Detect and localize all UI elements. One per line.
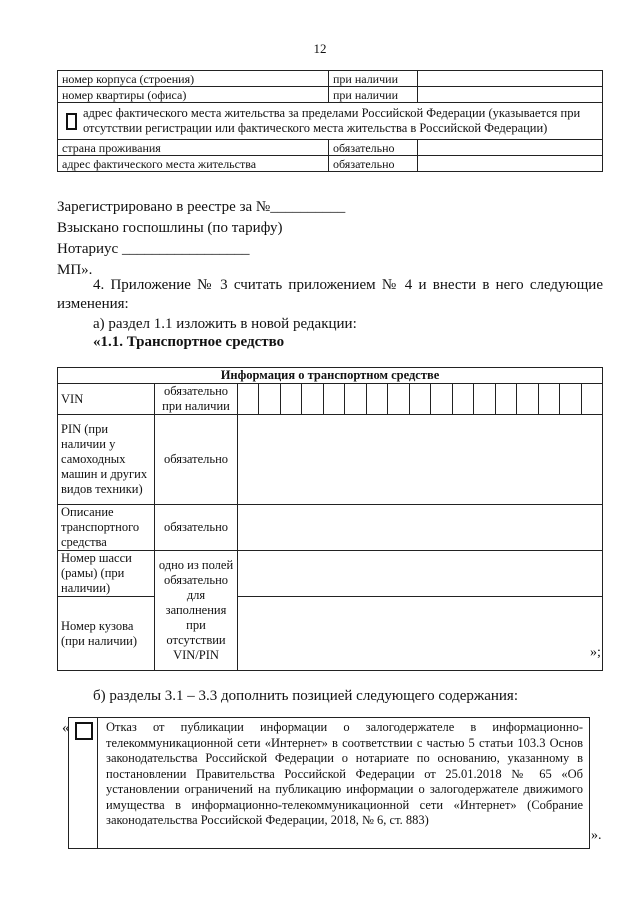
table-row [58, 597, 603, 671]
page-number: 12 [313, 41, 327, 56]
row-requirement: обязательно при наличии [155, 384, 238, 415]
row-value[interactable] [238, 597, 603, 671]
table-row [58, 87, 603, 103]
row-label: Описание транспортного средства [58, 505, 155, 551]
section-heading: «1.1. Транспортное средство [93, 334, 285, 350]
table-row [58, 71, 603, 87]
registry-lines [57, 197, 345, 281]
table-row [58, 140, 603, 156]
address-table [57, 70, 603, 172]
row-value[interactable] [418, 71, 603, 87]
notary-line: Нотариус _________________ [57, 241, 250, 257]
row-label: Номер кузова (при наличии) [58, 597, 155, 671]
stamp-line: МП». [57, 262, 93, 278]
row-requirement: при наличии [329, 71, 418, 87]
foreign-address-checkbox[interactable] [66, 113, 77, 130]
paragraph-4: 4. Приложение № 3 считать приложением № 4 и внести в него следующие изменения: [57, 277, 603, 312]
row-value[interactable] [238, 505, 603, 551]
row-value[interactable] [238, 415, 603, 505]
closing-quote: »; [590, 645, 601, 660]
row-label: номер корпуса (строения) [58, 71, 329, 87]
row-label: PIN (при наличии у самоходных машин и других видов техники) [58, 415, 155, 505]
open-quote: « [62, 720, 70, 736]
vehicle-info-table [57, 367, 603, 671]
row-label: VIN [58, 384, 155, 415]
row-label: адрес фактического места жительства [58, 156, 329, 172]
fee-line: Взыскано госпошлины (по тарифу) [57, 220, 283, 236]
row-value[interactable] [418, 140, 603, 156]
vin-input-cells[interactable] [238, 384, 603, 415]
paragraph-b: б) разделы 3.1 – 3.3 дополнить позицией следующего содержания: [93, 688, 518, 704]
refusal-checkbox[interactable] [75, 722, 93, 740]
row-requirement: обязательно [329, 140, 418, 156]
row-requirement: обязательно [155, 415, 238, 505]
row-requirement: обязательно [155, 505, 238, 551]
checkbox-row [58, 103, 603, 140]
row-requirement: обязательно [329, 156, 418, 172]
vehicle-table-header: Информация о транспортном средстве [58, 368, 603, 384]
closing-quote-2: ». [591, 828, 602, 843]
registry-number-line: Зарегистрировано в реестре за №__________ [57, 199, 346, 215]
table-row [58, 505, 603, 551]
row-requirement: при наличии [329, 87, 418, 103]
table-row [58, 384, 603, 415]
row-value[interactable] [418, 156, 603, 172]
refusal-text: Отказ от публикации информации о залогодержателе в информационно-телекоммуникационной сети «Интернет» в соответствии с частью 5 статьи 103.3 Основ законодательства Российской Федерации о нотариате по основанию, указанному в постановлении Правительства Российской Федерации от 25.01.2018 № 65 «Об установлении ограничений на публикацию информации о залогодержателе движимого имущества в информационно-телекоммуникационной сети «Интернет» (Собрание законодательства Российской Федерации, 2018, № 6, ст. 883) [106, 720, 583, 827]
table-row [58, 551, 603, 597]
row-value[interactable] [238, 551, 603, 597]
checkbox-label: адрес фактического места жительства за пределами Российской Федерации (указывается при отсутствии регистрации или фактического места жительства в Российской Федерации) [82, 106, 581, 135]
row-label: номер квартиры (офиса) [58, 87, 329, 103]
table-row [58, 156, 603, 172]
row-value[interactable] [418, 87, 603, 103]
table-row [58, 415, 603, 505]
row-requirement: одно из полей обязательно для заполнения при отсутствии VIN/PIN [155, 551, 238, 671]
refusal-position-box [68, 717, 590, 849]
paragraph-a: а) раздел 1.1 изложить в новой редакции: [93, 316, 357, 332]
row-label: страна проживания [58, 140, 329, 156]
row-label: Номер шасси (рамы) (при наличии) [58, 551, 155, 597]
